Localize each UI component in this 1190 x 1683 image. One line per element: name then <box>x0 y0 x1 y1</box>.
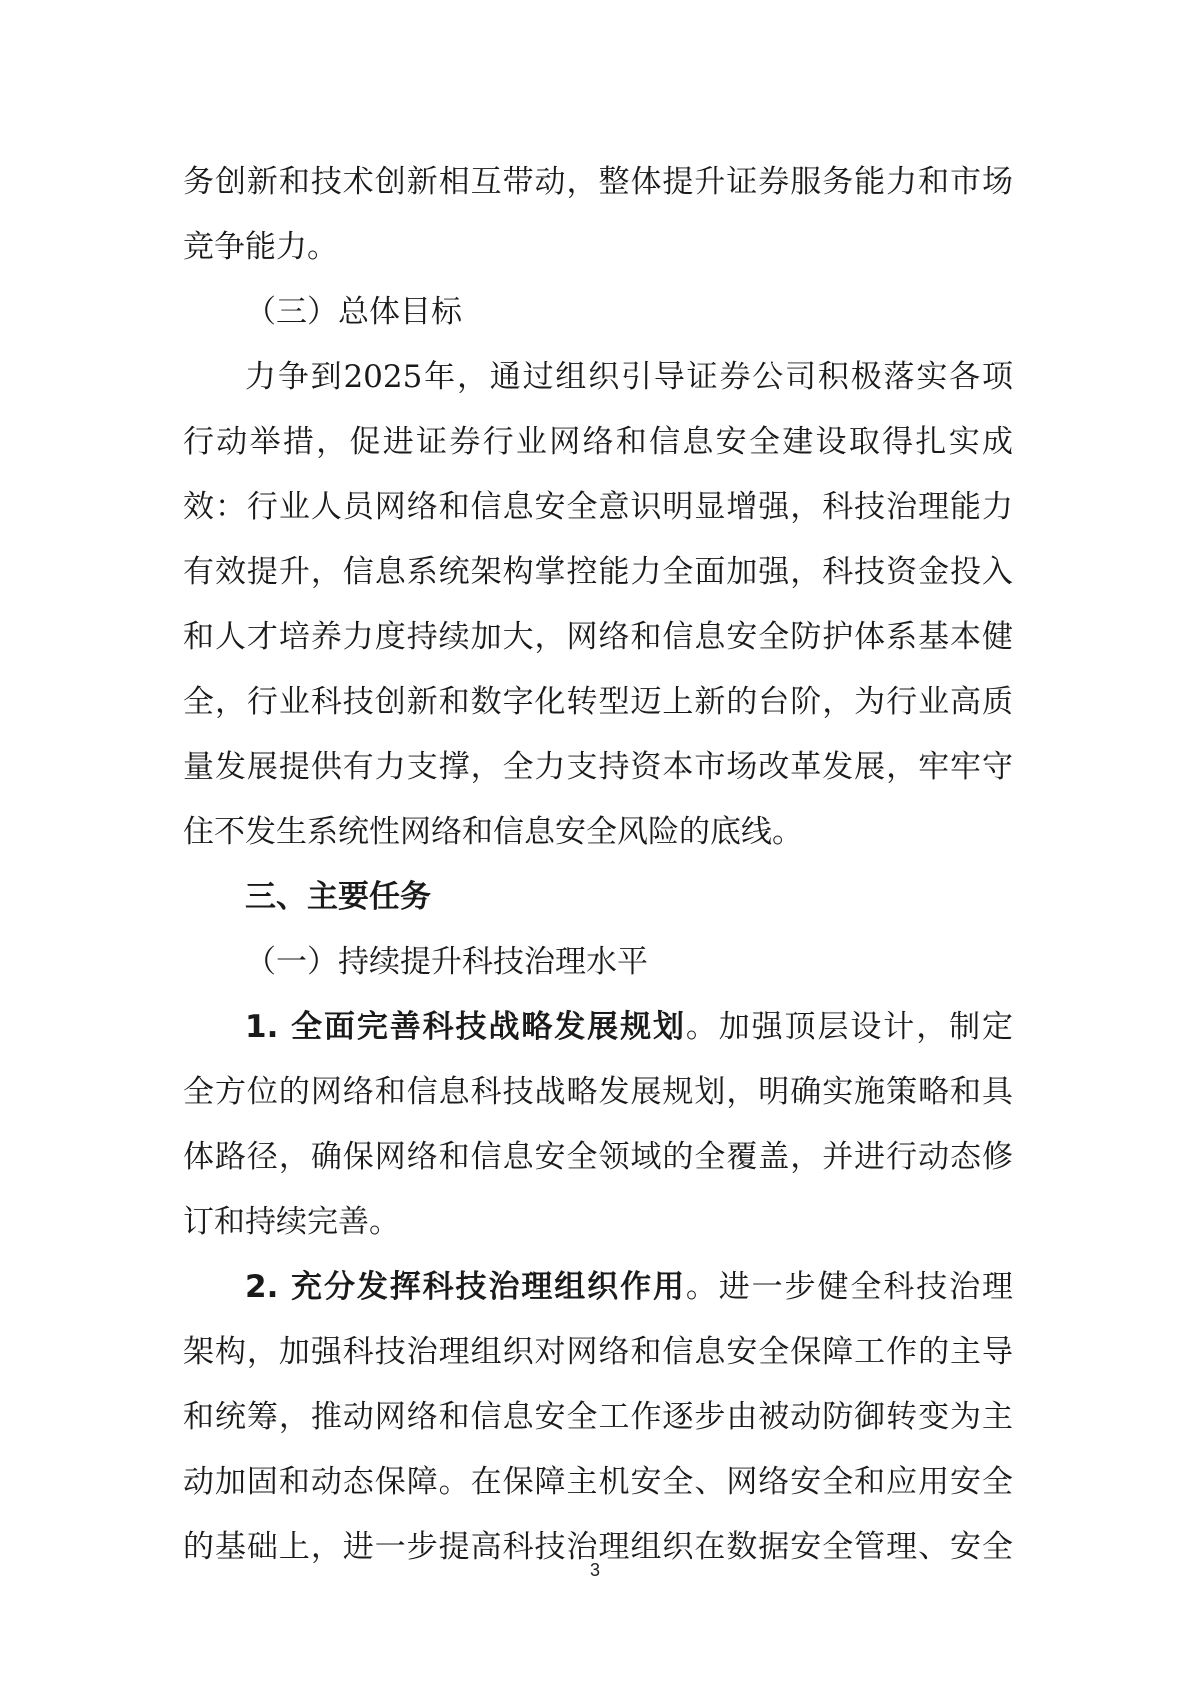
paragraph-line: 架构，加强科技治理组织对网络和信息安全保障工作的主导 <box>183 1334 1013 1370</box>
paragraph-line: 有效提升，信息系统架构掌控能力全面加强，科技资金投入 <box>183 554 1013 590</box>
paragraph-line: 务创新和技术创新相互带动，整体提升证券服务能力和市场 <box>183 164 1013 200</box>
item-text: 。加强顶层设计，制定 <box>685 1009 1013 1045</box>
section-subheading-tech-governance: （一）持续提升科技治理水平 <box>245 944 648 980</box>
paragraph-line: 竞争能力。 <box>183 229 338 265</box>
paragraph-line: 和统筹，推动网络和信息安全工作逐步由被动防御转变为主 <box>183 1399 1013 1435</box>
paragraph-line: 量发展提供有力支撑，全力支持资本市场改革发展，牢牢守 <box>183 749 1013 785</box>
paragraph-line: 和人才培养力度持续加大，网络和信息安全防护体系基本健 <box>183 619 1013 655</box>
paragraph-line: 体路径，确保网络和信息安全领域的全覆盖，并进行动态修 <box>183 1139 1013 1175</box>
paragraph-line: 动加固和动态保障。在保障主机安全、网络安全和应用安全 <box>183 1464 1013 1500</box>
item-title-1: 1. 全面完善科技战略发展规划 <box>245 1009 686 1045</box>
paragraph-line: 订和持续完善。 <box>183 1204 400 1240</box>
paragraph-line <box>183 995 1013 1060</box>
paragraph-line: 的基础上，进一步提高科技治理组织在数据安全管理、安全 <box>183 1529 1013 1565</box>
paragraph-line: 行动举措，促进证券行业网络和信息安全建设取得扎实成 <box>183 424 1013 460</box>
page-number: 3 <box>589 1560 600 1580</box>
paragraph-line: 全，行业科技创新和数字化转型迈上新的台阶，为行业高质 <box>183 684 1013 720</box>
paragraph-line: 效：行业人员网络和信息安全意识明显增强，科技治理能力 <box>183 489 1013 525</box>
body-text <box>183 150 1013 1580</box>
section-heading-main-tasks: 三、主要任务 <box>245 879 431 915</box>
paragraph-line: 力争到2025年，通过组织引导证券公司积极落实各项 <box>245 359 1013 395</box>
paragraph-line <box>183 1255 1013 1320</box>
item-title-2: 2. 充分发挥科技治理组织作用 <box>245 1269 686 1305</box>
section-subheading-overall-goal: （三）总体目标 <box>245 294 462 330</box>
item-text: 。进一步健全科技治理 <box>685 1269 1013 1305</box>
paragraph-line: 全方位的网络和信息科技战略发展规划，明确实施策略和具 <box>183 1074 1013 1110</box>
paragraph-line: 住不发生系统性网络和信息安全风险的底线。 <box>183 814 803 850</box>
